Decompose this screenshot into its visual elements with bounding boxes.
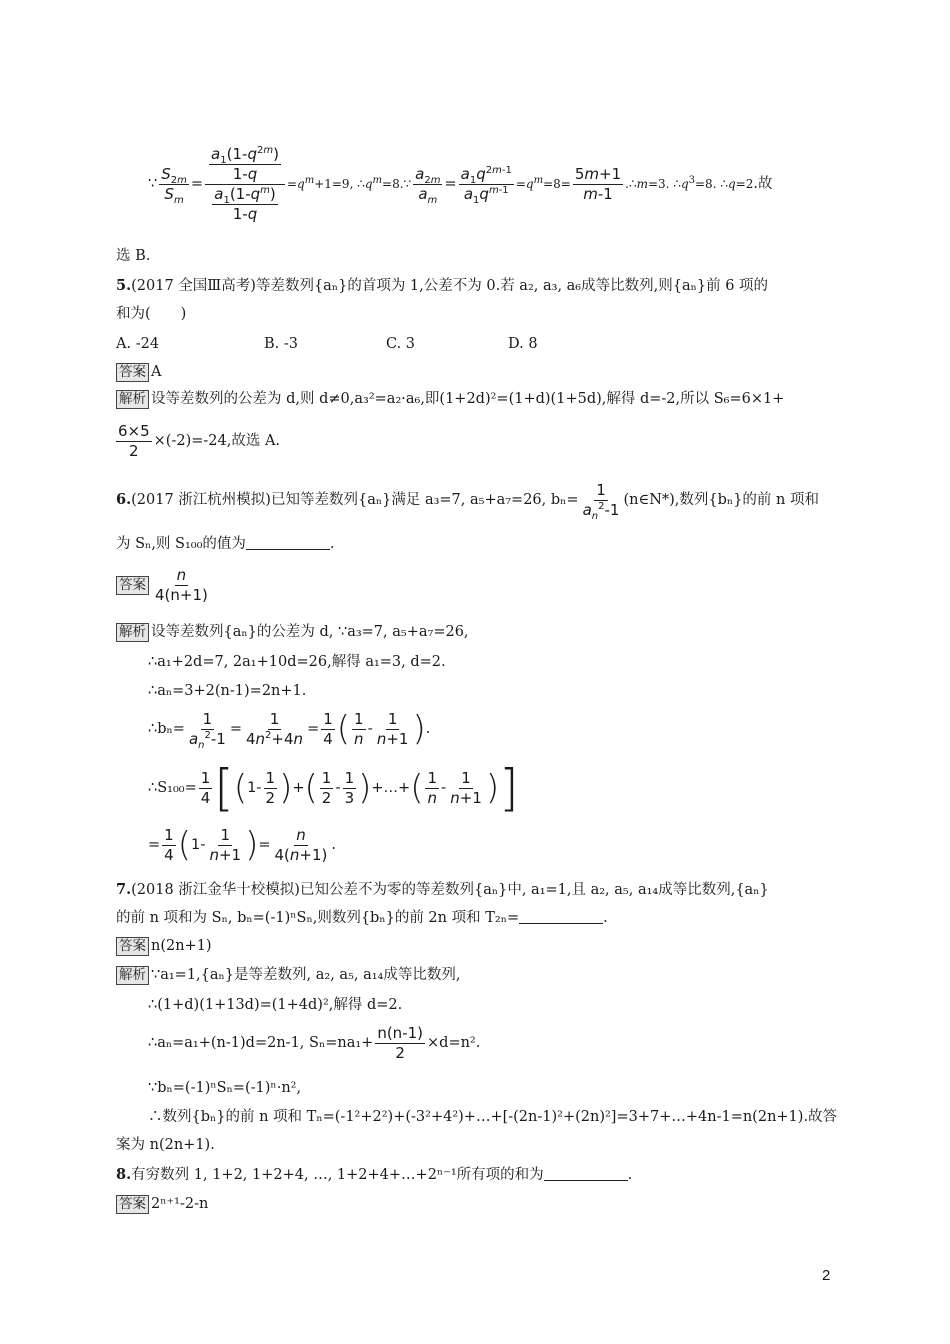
q6-bn-fraction: $\frac{1}{a_n^2-1}$ [582,480,620,522]
q5-combination-fraction: $\frac{6\times 5}{2}$ [118,421,150,460]
q6-number: 6. [116,491,132,508]
q6-analysis-tag: 解析 [116,623,149,642]
q7-stem-line2: 的前 n 项和为 Sₙ, bₙ=(-1)ⁿSₙ,则数列{bₙ}的前 2n 项和 T₂ₙ= . [116,910,608,926]
q5-answer-tag: 答案 [116,363,149,382]
q7-analysis-line5: ∴数列{bₙ}的前 n 项和 Tₙ=(-1²+2²)+(-3²+4²)+…+[-(2n-1)²+(2n)²]=3+7+…+4n-1=n(2n+1).故答 [148,1109,838,1125]
q7-answer-tag: 答案 [116,937,149,956]
q7-analysis-line2: ∴(1+d)(1+13d)=(1+4d)²,解得 d=2. [148,997,403,1013]
q5-option-d: D. 8 [508,336,538,352]
q5-stem-line1 [116,276,768,296]
q7-analysis-line3: ∴aₙ=a₁+(n-1)d=2n-1, Sₙ=na₁+ $\frac{n(n-1)}{2}$ ×d=n². [148,1023,481,1062]
q7-analysis-line1: 解析 ∵a₁=1,{aₙ}是等差数列, a₂, a₅, a₁₄成等比数列, [116,965,460,985]
q6-blank [246,535,330,550]
prev-solution-line: ∵ $\frac{S_{2m}}{S_m}$ = $\frac{\frac{a_1(1-q^{2m})}{1-q}}{\frac{a_1(1-q^m)}{1-q}}$ $=q^m+1=9$, $\therefore q^m=8.\because$ $\frac{a_{2m}}{a_m}$ = $\frac{a_1q^{2m-1}}{a_1q^{m-1}}$ $=q^m=8=$ $\frac{5m+1}{m-1}$ .∴m=3. $\therefore q^3=8$. ∴q=2 .故 [148,144,773,223]
q6-analysis-line3: ∴aₙ=3+2(n-1)=2n+1. [148,683,307,699]
q7-number: 7. [116,881,132,898]
q6-analysis-line4: ∴bₙ= $\frac{1}{a_n^2-1}$ = $\frac{1}{4n^2+4n}$ = $\frac{1}{4}$ ( $\frac{1}{n}$ - $\frac{1}{n+1}$ ) . [148,709,431,751]
q6-analysis-line1: 解析 设等差数列{aₙ}的公差为 d, ∵a₃=7, a₅+a₇=26, [116,622,469,642]
q7-stem-line1: 7.(2018 浙江金华十校模拟)已知公差不为零的等差数列{aₙ}中, a₁=1,且 a₂, a₅, a₁₄成等比数列,{aₙ} [116,881,769,898]
m-fraction: $\frac{5m+1}{m-1}$ [574,164,622,203]
q8-answer: 2ⁿ⁺¹-2-n [151,1196,209,1212]
sum-ratio-fraction: $\frac{\frac{a_1(1-q^{2m})}{1-q}}{\frac{a_1(1-q^m)}{1-q}}$ [205,145,285,224]
q8-answer-tag: 答案 [116,1195,149,1214]
q7-answer: n(2n+1) [151,938,212,954]
q7-analysis-line6: 案为 n(2n+1). [116,1137,215,1153]
q8-stem: 8.有穷数列 1, 1+2, 1+2+4, …, 1+2+4+…+2ⁿ⁻¹所有项的和为 . [116,1166,633,1183]
q6-answer-fraction: $\frac{n}{4(n+1)}$ [155,565,208,604]
q6-answer-tag: 答案 [116,576,149,595]
q5-options [116,334,538,354]
q8-blank [544,1166,628,1181]
q7-analysis-tag: 解析 [116,966,149,985]
q5-analysis-line2: $\frac{6\times 5}{2}$ ×(-2)=-24,故选 A. [118,421,281,460]
term-formula-fraction: $\frac{a_1q^{2m-1}}{a_1q^{m-1}}$ [460,164,512,206]
q7-analysis-line4: ∵bₙ=(-1)ⁿSₙ=(-1)ⁿ·n², [148,1080,302,1096]
q5-analysis-tag: 解析 [116,390,149,409]
prev-solution-tail: 选 B. [116,248,151,264]
term-ratio-fraction: $\frac{a_{2m}}{a_m}$ [415,164,441,206]
q6-stem-line1: 6. (2017 浙江杭州模拟)已知等差数列{aₙ}满足 a₃=7, a₅+a₇=26, bₙ= $\frac{1}{a_n^2-1}$ (n∈N*),数列{bₙ}的前 n 项和 [116,480,819,522]
q8-number: 8. [116,1166,132,1183]
q5-number: 5. [116,277,132,294]
q5-option-b: B. -3 [264,336,298,352]
q6-analysis-line2: ∴a₁+2d=7, 2a₁+10d=26,解得 a₁=3, d=2. [148,654,446,670]
q5-answer-line [116,362,161,382]
q6-stem-line2: 为 Sₙ,则 S₁₀₀的值为 . [116,536,335,552]
q5-option-c: C. 3 [386,336,416,352]
q7-answer-line [116,936,212,956]
q5-stem: (2017 全国Ⅲ高考)等差数列{aₙ}的首项为 1,公差不为 0.若 a₂, a₃, a₆成等比数列,则{aₙ}前 6 项的 [131,278,769,294]
q7-sum-fraction: $\frac{n(n-1)}{2}$ [377,1023,424,1062]
q7-blank [519,909,603,924]
q5-option-a: A. -24 [116,336,160,352]
q5-answer: A [151,364,162,380]
q6-analysis-line6: = $\frac{1}{4}$ ( 1- $\frac{1}{n+1}$ ) = $\frac{n}{4(n+1)}$ . [148,825,336,865]
q5-stem-line2: 和为( ) [116,306,187,322]
q6-answer-line [116,562,212,608]
q8-answer-line [116,1194,208,1214]
ratio-fraction: $\frac{S_{2m}}{S_m}$ [161,164,187,206]
q6-analysis-line5: ∴S₁₀₀= $\frac{1}{4}$ [ ( 1- $\frac{1}{2}$ ) + ( $\frac{1}{2}$ - $\frac{1}{3}$ ) +…+ ( $\frac{1}{n}$ - $\frac{1}{n+1}$ ) ] [148,759,519,817]
page-number: 2 [822,1267,831,1284]
q5-analysis-line1: 解析 设等差数列的公差为 d,则 d≠0,a₃²=a₂·a₆,即(1+2d)²=(1+d)(1+5d),解得 d=-2,所以 S₆=6×1+ [116,389,784,409]
